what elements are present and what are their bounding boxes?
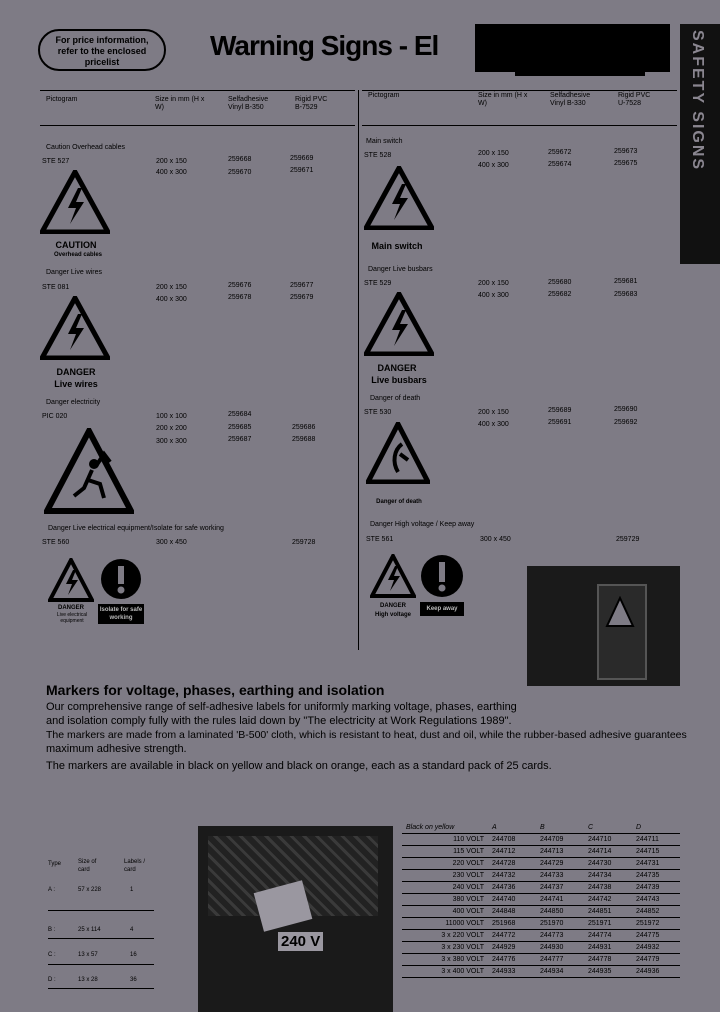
table-row (402, 954, 680, 966)
table-row (402, 882, 680, 894)
sign-name: Main switch (366, 138, 403, 145)
sign-label-sub: Live wires (54, 379, 98, 389)
part-number: 244936 (636, 968, 660, 975)
col-pvc: Rigid PVC B-7529 (295, 96, 328, 111)
voltage-label: 230 VOLT (452, 872, 484, 879)
voltage-table (402, 822, 680, 978)
type-rule (48, 910, 154, 911)
mandatory-circle-icon (100, 558, 142, 600)
table-header: B (540, 824, 545, 831)
type-size: 25 x 114 (78, 927, 101, 933)
size: 400 x 300 (478, 162, 509, 169)
type-row: D : (48, 977, 56, 983)
part-number: 251970 (540, 920, 564, 927)
sign-label-sub: Live electrical equipment (56, 612, 88, 624)
pvc-code: 259671 (290, 167, 314, 174)
table-row (402, 834, 680, 846)
type-rule (48, 988, 154, 989)
sign-label: DANGER (56, 367, 96, 377)
type-rule (48, 938, 154, 939)
pvc-code: 259679 (290, 294, 314, 301)
part-number: 244932 (636, 944, 660, 951)
table-row (402, 858, 680, 870)
size: 400 x 300 (478, 292, 509, 299)
part-number: 244929 (492, 944, 516, 951)
voltage-label: 220 VOLT (452, 860, 484, 867)
part-number: 244737 (540, 884, 564, 891)
voltage-label: 3 x 380 VOLT (441, 956, 484, 963)
pvc-code: 259673 (614, 148, 638, 155)
part-number: 244848 (492, 908, 516, 915)
sign-label-sub: High voltage (374, 612, 411, 618)
sign-code: STE 529 (364, 280, 392, 287)
vinyl-code: 259668 (228, 156, 252, 163)
vinyl-code: 259672 (548, 149, 572, 156)
type-size: 13 x 28 (78, 977, 98, 983)
type-size: 13 x 57 (78, 952, 98, 958)
pvc-code: 259669 (290, 155, 314, 162)
pvc-code: 259692 (614, 419, 638, 426)
pvc-code: 259681 (614, 278, 638, 285)
vinyl-code: 259684 (228, 411, 252, 418)
right-table-rule-2 (362, 125, 677, 126)
warning-triangle-icon (40, 296, 110, 360)
size-header: Size of card (78, 859, 97, 873)
type-size: 57 x 228 (78, 887, 102, 893)
pvc-code: 259690 (614, 406, 638, 413)
electric-shock-triangle-icon (44, 428, 134, 514)
sign-label: Main switch (371, 241, 423, 251)
sign-code: STE 561 (366, 536, 394, 543)
voltage-label: 110 VOLT (453, 836, 484, 843)
mandatory-circle-icon (420, 554, 464, 598)
voltage-label: 3 x 400 VOLT (441, 968, 484, 975)
voltage-label: 240 VOLT (452, 884, 484, 891)
vinyl-code: 259680 (548, 279, 572, 286)
sign-label: DANGER (57, 605, 84, 611)
table-row (402, 918, 680, 930)
sign-name: Danger of death (370, 395, 421, 402)
col-vinyl-r: Selfadhesive Vinyl B-330 (550, 92, 591, 107)
part-number: 244934 (540, 968, 564, 975)
part-number: 244775 (636, 932, 660, 939)
pvc-code: 259677 (290, 282, 314, 289)
vinyl-code: 259691 (548, 419, 572, 426)
part-number: 244728 (492, 860, 516, 867)
vinyl-code: 259674 (548, 161, 572, 168)
sign-label: DANGER (377, 363, 417, 373)
sign-name: Danger electricity (46, 399, 101, 406)
part-number: 244712 (492, 848, 516, 855)
type-labels: 36 (130, 977, 137, 983)
part-number: 244776 (492, 956, 516, 963)
warning-triangle-icon (364, 292, 434, 356)
sign-name: Danger Live electrical equipment/Isolate for safe working (48, 525, 224, 532)
sign-name: Danger Live wires (46, 269, 103, 276)
type-labels: 1 (130, 887, 134, 893)
size: 200 x 200 (156, 425, 187, 432)
type-row: A : (48, 887, 56, 893)
size: 200 x 150 (478, 150, 509, 157)
part-number: 244732 (492, 872, 516, 879)
col-pvc-r: Rigid PVC U-7528 (618, 92, 651, 107)
size: 300 x 300 (156, 438, 187, 445)
markers-text-5: The markers are available in black on yellow and black on orange, each as a standard pack of 25 cards. (46, 760, 552, 772)
part-number: 251971 (588, 920, 612, 927)
part-number: 244773 (540, 932, 564, 939)
size: 300 x 450 (480, 536, 511, 543)
type-row: B : (48, 927, 56, 933)
sign-label-box: Isolate for safe working (98, 604, 144, 624)
voltage-label: 400 VOLT (452, 908, 484, 915)
labels-header: Labels / card (124, 859, 146, 873)
left-table-rule-2 (40, 125, 355, 126)
size: 300 x 450 (156, 539, 187, 546)
table-header: A (492, 824, 497, 831)
pvc-code: 259728 (292, 539, 316, 546)
part-number: 244733 (540, 872, 564, 879)
price-note-text: For price information, refer to the enclosed pricelist (55, 35, 149, 67)
table-row (402, 870, 680, 882)
part-number: 251968 (492, 920, 516, 927)
left-table-rule (40, 90, 355, 91)
part-number: 244742 (588, 896, 612, 903)
sign-name: Caution Overhead cables (46, 144, 125, 151)
sign-label-sub: Live busbars (371, 375, 427, 385)
type-row: C : (48, 952, 56, 958)
part-number: 244852 (636, 908, 660, 915)
markers-text-3: The markers are made from a laminated 'B-500' cloth, which is resistant to heat, dust and oil, while the rubber-based adhesive guarantees (46, 729, 687, 741)
col-pictogram-r: Pictogram (368, 92, 400, 99)
page-title: Warning Signs - El (210, 30, 439, 61)
table-row (402, 846, 680, 858)
redacted-title-block-2 (515, 60, 645, 76)
part-number: 244739 (636, 884, 660, 891)
part-number: 244935 (588, 968, 612, 975)
type-rule (48, 964, 154, 965)
side-tab-label: SAFETY SIGNS (689, 30, 706, 172)
part-number: 244778 (588, 956, 612, 963)
size: 400 x 300 (156, 169, 187, 176)
sign-code: STE 081 (42, 284, 70, 291)
voltage-label: 380 VOLT (452, 896, 484, 903)
size: 400 x 300 (156, 296, 187, 303)
sign-code: STE 560 (42, 539, 70, 546)
cabinet-photo (527, 566, 680, 686)
voltage-label: 115 VOLT (453, 848, 484, 855)
electric-shock-triangle-icon (366, 422, 430, 484)
sign-label: CAUTION (55, 240, 97, 250)
markers-text-2: and isolation comply fully with the rules laid down by "The electricity at Work Regulations 1989". (46, 715, 512, 727)
size: 400 x 300 (478, 421, 509, 428)
warning-triangle-icon (370, 554, 416, 598)
markers-text-4: maximum adhesive strength. (46, 743, 187, 755)
size: 200 x 150 (478, 280, 509, 287)
table-header: C (588, 824, 594, 831)
col-size-r: Size in mm (H x W) (478, 92, 528, 107)
part-number: 244777 (540, 956, 564, 963)
part-number: 244734 (588, 872, 612, 879)
part-number: 244711 (636, 836, 659, 843)
sign-label-box: Keep away (420, 602, 464, 616)
col-pictogram: Pictogram (46, 96, 78, 103)
size: 200 x 150 (478, 409, 509, 416)
sign-label-sub: Overhead cables (53, 252, 103, 258)
voltage-label: 11000 VOLT (445, 920, 484, 927)
table-header-row (402, 822, 680, 834)
part-number: 244741 (540, 896, 564, 903)
part-number: 244930 (540, 944, 564, 951)
part-number: 244779 (636, 956, 660, 963)
vinyl-code: 259682 (548, 291, 572, 298)
sign-name: Danger High voltage / Keep away (370, 521, 475, 528)
sign-label: Danger of death (376, 499, 422, 505)
sign-code: STE 527 (42, 158, 70, 165)
part-number: 244738 (588, 884, 612, 891)
size: 200 x 150 (156, 158, 187, 165)
price-note (38, 29, 166, 71)
part-number: 244735 (636, 872, 660, 879)
type-header: Type (48, 861, 62, 867)
part-number: 244709 (540, 836, 564, 843)
part-number: 244743 (636, 896, 660, 903)
part-number: 244730 (588, 860, 612, 867)
vinyl-code: 259689 (548, 407, 572, 414)
part-number: 244931 (588, 944, 612, 951)
warning-triangle-icon (364, 166, 434, 230)
vinyl-code: 259676 (228, 282, 252, 289)
right-table-rule (362, 90, 677, 91)
warning-triangle-icon (48, 558, 94, 602)
column-divider (358, 90, 359, 650)
part-number: 244710 (588, 836, 612, 843)
size: 200 x 150 (156, 284, 187, 291)
vinyl-code: 259678 (228, 294, 252, 301)
size: 100 x 100 (156, 413, 187, 420)
vinyl-code: 259687 (228, 436, 252, 443)
part-number: 251972 (636, 920, 660, 927)
photo-voltage-label: 240 V (278, 932, 323, 951)
markers-text-1: Our comprehensive range of self-adhesive labels for uniformly marking voltage, phases, earthing (46, 701, 517, 713)
part-number: 244731 (636, 860, 660, 867)
pvc-code: 259675 (614, 160, 638, 167)
pvc-code: 259729 (616, 536, 640, 543)
markers-photo (198, 826, 393, 1012)
table-row (402, 942, 680, 954)
vinyl-code: 259670 (228, 169, 252, 176)
sign-label: DANGER (379, 603, 406, 609)
part-number: 244772 (492, 932, 516, 939)
warning-triangle-icon (40, 170, 110, 234)
col-vinyl: Selfadhesive Vinyl B-350 (228, 96, 269, 111)
sign-code: PIC 020 (42, 413, 68, 420)
voltage-label: 3 x 220 VOLT (441, 932, 484, 939)
part-number: 244714 (588, 848, 612, 855)
part-number: 244933 (492, 968, 516, 975)
table-row (402, 906, 680, 918)
part-number: 244740 (492, 896, 516, 903)
type-labels: 4 (130, 927, 134, 933)
part-number: 244708 (492, 836, 516, 843)
sign-code: STE 528 (364, 152, 392, 159)
voltage-label: 3 x 230 VOLT (441, 944, 484, 951)
sign-name: Danger Live busbars (368, 266, 433, 273)
table-header: Black on yellow (406, 824, 455, 831)
cabinet-warning-icon (605, 596, 635, 628)
col-size: Size in mm (H x W) (155, 96, 205, 111)
table-row (402, 966, 680, 978)
part-number: 244715 (636, 848, 660, 855)
part-number: 244851 (588, 908, 612, 915)
pvc-code: 259688 (292, 436, 316, 443)
table-header: D (636, 824, 642, 831)
pvc-code: 259683 (614, 291, 638, 298)
part-number: 244736 (492, 884, 516, 891)
part-number: 244850 (540, 908, 564, 915)
part-number: 244729 (540, 860, 564, 867)
table-row (402, 930, 680, 942)
sign-code: STE 530 (364, 409, 392, 416)
table-row (402, 894, 680, 906)
part-number: 244774 (588, 932, 612, 939)
vinyl-code: 259685 (228, 424, 252, 431)
part-number: 244713 (540, 848, 564, 855)
markers-heading: Markers for voltage, phases, earthing and isolation (46, 682, 385, 698)
pvc-code: 259686 (292, 424, 316, 431)
type-labels: 16 (130, 952, 137, 958)
